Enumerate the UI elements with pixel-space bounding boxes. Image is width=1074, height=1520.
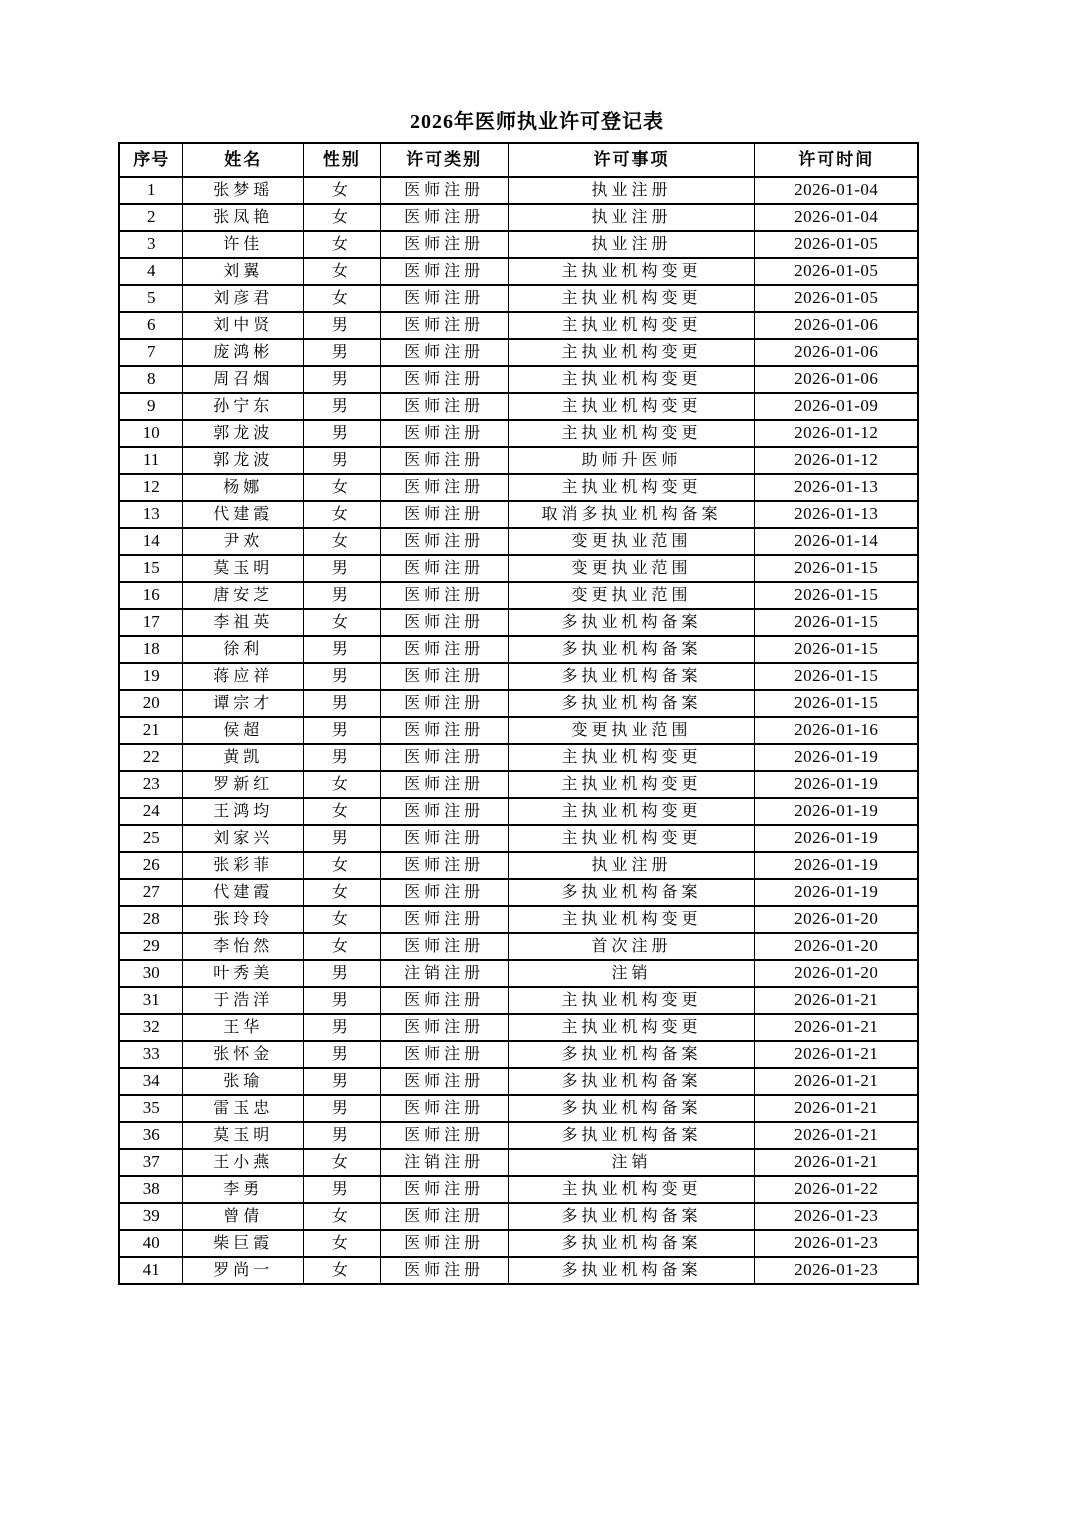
cell-gender: 男: [304, 1068, 381, 1095]
cell-no: 38: [119, 1176, 183, 1203]
header-name: 姓名: [183, 143, 304, 177]
cell-license-item: 执业注册: [508, 852, 755, 879]
cell-gender: 男: [304, 717, 381, 744]
cell-license-category: 医师注册: [380, 393, 508, 420]
table-header: [119, 143, 918, 177]
cell-no: 10: [119, 420, 183, 447]
cell-license-item: 变更执业范围: [508, 717, 755, 744]
cell-license-date: 2026-01-15: [755, 636, 918, 663]
cell-license-date: 2026-01-09: [755, 393, 918, 420]
cell-license-category: 医师注册: [380, 339, 508, 366]
table-row: [119, 366, 918, 393]
header-license-date: 许可时间: [755, 143, 918, 177]
cell-license-date: 2026-01-15: [755, 690, 918, 717]
cell-no: 7: [119, 339, 183, 366]
table-row: [119, 285, 918, 312]
cell-license-category: 医师注册: [380, 852, 508, 879]
table-row: [119, 879, 918, 906]
cell-license-date: 2026-01-13: [755, 501, 918, 528]
cell-license-category: 医师注册: [380, 690, 508, 717]
cell-license-item: 变更执业范围: [508, 528, 755, 555]
cell-gender: 女: [304, 609, 381, 636]
cell-license-date: 2026-01-06: [755, 312, 918, 339]
cell-license-category: 医师注册: [380, 1041, 508, 1068]
page-title: 2026年医师执业许可登记表: [410, 111, 664, 133]
cell-gender: 女: [304, 1149, 381, 1176]
cell-license-item: 主执业机构变更: [508, 798, 755, 825]
cell-license-date: 2026-01-05: [755, 231, 918, 258]
cell-no: 33: [119, 1041, 183, 1068]
cell-gender: 男: [304, 1014, 381, 1041]
cell-license-category: 注销注册: [380, 960, 508, 987]
cell-name: 代建霞: [183, 879, 304, 906]
cell-name: 雷玉忠: [183, 1095, 304, 1122]
cell-license-category: 医师注册: [380, 879, 508, 906]
cell-gender: 男: [304, 690, 381, 717]
cell-license-item: 变更执业范围: [508, 582, 755, 609]
cell-no: 36: [119, 1122, 183, 1149]
cell-license-item: 主执业机构变更: [508, 1176, 755, 1203]
table-row: [119, 1095, 918, 1122]
cell-license-date: 2026-01-04: [755, 204, 918, 231]
cell-name: 张瑜: [183, 1068, 304, 1095]
cell-license-date: 2026-01-15: [755, 609, 918, 636]
cell-name: 周召烟: [183, 366, 304, 393]
cell-license-category: 医师注册: [380, 663, 508, 690]
cell-license-category: 医师注册: [380, 1122, 508, 1149]
cell-name: 黄凯: [183, 744, 304, 771]
cell-name: 莫玉明: [183, 1122, 304, 1149]
cell-name: 代建霞: [183, 501, 304, 528]
cell-gender: 女: [304, 879, 381, 906]
cell-gender: 女: [304, 231, 381, 258]
cell-gender: 女: [304, 906, 381, 933]
cell-gender: 男: [304, 1041, 381, 1068]
cell-license-item: 主执业机构变更: [508, 393, 755, 420]
header-no: 序号: [119, 143, 183, 177]
cell-license-category: 医师注册: [380, 528, 508, 555]
cell-name: 王华: [183, 1014, 304, 1041]
cell-name: 杨娜: [183, 474, 304, 501]
cell-gender: 女: [304, 933, 381, 960]
table-row: [119, 582, 918, 609]
cell-no: 41: [119, 1257, 183, 1284]
cell-gender: 男: [304, 393, 381, 420]
cell-license-category: 医师注册: [380, 1068, 508, 1095]
cell-gender: 女: [304, 177, 381, 204]
cell-no: 37: [119, 1149, 183, 1176]
cell-gender: 女: [304, 852, 381, 879]
cell-license-item: 主执业机构变更: [508, 987, 755, 1014]
cell-license-item: 执业注册: [508, 231, 755, 258]
cell-name: 王小燕: [183, 1149, 304, 1176]
cell-gender: 男: [304, 1176, 381, 1203]
table-row: [119, 1068, 918, 1095]
cell-license-category: 医师注册: [380, 1176, 508, 1203]
cell-name: 李勇: [183, 1176, 304, 1203]
cell-license-item: 多执业机构备案: [508, 636, 755, 663]
cell-license-date: 2026-01-23: [755, 1203, 918, 1230]
cell-no: 9: [119, 393, 183, 420]
cell-no: 19: [119, 663, 183, 690]
cell-license-date: 2026-01-23: [755, 1230, 918, 1257]
cell-gender: 女: [304, 204, 381, 231]
cell-license-date: 2026-01-19: [755, 744, 918, 771]
cell-no: 15: [119, 555, 183, 582]
cell-gender: 男: [304, 339, 381, 366]
cell-license-item: 执业注册: [508, 204, 755, 231]
table-row: [119, 555, 918, 582]
cell-license-item: 主执业机构变更: [508, 420, 755, 447]
cell-license-item: 主执业机构变更: [508, 285, 755, 312]
cell-license-category: 注销注册: [380, 1149, 508, 1176]
cell-license-item: 取消多执业机构备案: [508, 501, 755, 528]
cell-no: 26: [119, 852, 183, 879]
cell-name: 张玲玲: [183, 906, 304, 933]
cell-license-date: 2026-01-20: [755, 906, 918, 933]
cell-license-category: 医师注册: [380, 744, 508, 771]
cell-name: 蒋应祥: [183, 663, 304, 690]
cell-no: 18: [119, 636, 183, 663]
cell-license-date: 2026-01-05: [755, 258, 918, 285]
cell-license-category: 医师注册: [380, 1095, 508, 1122]
table-row: [119, 1149, 918, 1176]
cell-gender: 男: [304, 825, 381, 852]
cell-license-item: 多执业机构备案: [508, 690, 755, 717]
cell-name: 李祖英: [183, 609, 304, 636]
cell-name: 罗尚一: [183, 1257, 304, 1284]
cell-license-category: 医师注册: [380, 933, 508, 960]
cell-license-category: 医师注册: [380, 906, 508, 933]
cell-license-item: 主执业机构变更: [508, 366, 755, 393]
cell-no: 24: [119, 798, 183, 825]
cell-license-item: 多执业机构备案: [508, 1122, 755, 1149]
cell-gender: 男: [304, 960, 381, 987]
table-row: [119, 1041, 918, 1068]
cell-license-date: 2026-01-21: [755, 1149, 918, 1176]
cell-no: 3: [119, 231, 183, 258]
cell-no: 4: [119, 258, 183, 285]
cell-license-date: 2026-01-12: [755, 420, 918, 447]
cell-name: 刘中贤: [183, 312, 304, 339]
cell-license-date: 2026-01-21: [755, 1095, 918, 1122]
cell-license-date: 2026-01-21: [755, 1014, 918, 1041]
cell-name: 刘翼: [183, 258, 304, 285]
cell-gender: 男: [304, 1095, 381, 1122]
cell-license-item: 多执业机构备案: [508, 1203, 755, 1230]
table-row: [119, 906, 918, 933]
cell-no: 2: [119, 204, 183, 231]
cell-no: 40: [119, 1230, 183, 1257]
cell-gender: 男: [304, 987, 381, 1014]
cell-license-item: 多执业机构备案: [508, 1095, 755, 1122]
cell-name: 柴巨霞: [183, 1230, 304, 1257]
cell-license-category: 医师注册: [380, 1257, 508, 1284]
cell-name: 孙宁东: [183, 393, 304, 420]
cell-no: 27: [119, 879, 183, 906]
cell-license-date: 2026-01-19: [755, 771, 918, 798]
cell-no: 8: [119, 366, 183, 393]
table-row: [119, 474, 918, 501]
cell-gender: 女: [304, 474, 381, 501]
cell-name: 曾倩: [183, 1203, 304, 1230]
cell-license-item: 主执业机构变更: [508, 825, 755, 852]
table-row: [119, 690, 918, 717]
cell-name: 郭龙波: [183, 447, 304, 474]
cell-no: 17: [119, 609, 183, 636]
cell-no: 12: [119, 474, 183, 501]
table-row: [119, 1230, 918, 1257]
cell-gender: 女: [304, 1203, 381, 1230]
license-registration-table: [118, 142, 919, 1285]
cell-license-date: 2026-01-21: [755, 1068, 918, 1095]
cell-license-item: 主执业机构变更: [508, 339, 755, 366]
cell-name: 庞鸿彬: [183, 339, 304, 366]
cell-license-date: 2026-01-19: [755, 879, 918, 906]
cell-gender: 男: [304, 1122, 381, 1149]
cell-license-category: 医师注册: [380, 825, 508, 852]
table-row: [119, 663, 918, 690]
cell-license-category: 医师注册: [380, 798, 508, 825]
cell-license-category: 医师注册: [380, 636, 508, 663]
cell-no: 22: [119, 744, 183, 771]
cell-gender: 女: [304, 798, 381, 825]
cell-no: 11: [119, 447, 183, 474]
cell-license-category: 医师注册: [380, 177, 508, 204]
cell-gender: 女: [304, 285, 381, 312]
cell-no: 13: [119, 501, 183, 528]
cell-no: 28: [119, 906, 183, 933]
table-row: [119, 231, 918, 258]
cell-license-date: 2026-01-21: [755, 987, 918, 1014]
cell-gender: 男: [304, 663, 381, 690]
cell-name: 刘彦君: [183, 285, 304, 312]
table-row: [119, 420, 918, 447]
cell-license-item: 主执业机构变更: [508, 474, 755, 501]
cell-name: 莫玉明: [183, 555, 304, 582]
cell-gender: 女: [304, 258, 381, 285]
cell-no: 23: [119, 771, 183, 798]
cell-name: 张梦瑶: [183, 177, 304, 204]
cell-license-item: 主执业机构变更: [508, 744, 755, 771]
cell-license-item: 主执业机构变更: [508, 906, 755, 933]
table-row: [119, 204, 918, 231]
table-row: [119, 258, 918, 285]
cell-license-item: 多执业机构备案: [508, 1230, 755, 1257]
cell-license-date: 2026-01-13: [755, 474, 918, 501]
table-row: [119, 960, 918, 987]
cell-gender: 男: [304, 582, 381, 609]
cell-license-date: 2026-01-16: [755, 717, 918, 744]
cell-license-date: 2026-01-21: [755, 1041, 918, 1068]
cell-name: 于浩洋: [183, 987, 304, 1014]
table-row: [119, 501, 918, 528]
cell-license-item: 助师升医师: [508, 447, 755, 474]
cell-no: 39: [119, 1203, 183, 1230]
cell-license-category: 医师注册: [380, 258, 508, 285]
table-row: [119, 1122, 918, 1149]
cell-no: 6: [119, 312, 183, 339]
table-row: [119, 717, 918, 744]
table-row: [119, 771, 918, 798]
cell-license-date: 2026-01-06: [755, 366, 918, 393]
cell-license-date: 2026-01-20: [755, 960, 918, 987]
cell-name: 王鸿均: [183, 798, 304, 825]
cell-license-item: 多执业机构备案: [508, 1068, 755, 1095]
table-row: [119, 744, 918, 771]
table-row: [119, 1257, 918, 1284]
cell-license-item: 注销: [508, 960, 755, 987]
cell-gender: 男: [304, 420, 381, 447]
cell-gender: 男: [304, 447, 381, 474]
cell-license-category: 医师注册: [380, 312, 508, 339]
cell-no: 32: [119, 1014, 183, 1041]
cell-name: 唐安芝: [183, 582, 304, 609]
cell-license-category: 医师注册: [380, 609, 508, 636]
header-license-item: 许可事项: [508, 143, 755, 177]
cell-no: 16: [119, 582, 183, 609]
cell-name: 罗新红: [183, 771, 304, 798]
header-license-category: 许可类别: [380, 143, 508, 177]
cell-gender: 女: [304, 528, 381, 555]
cell-name: 郭龙波: [183, 420, 304, 447]
cell-license-category: 医师注册: [380, 582, 508, 609]
cell-license-item: 多执业机构备案: [508, 1257, 755, 1284]
cell-gender: 女: [304, 1230, 381, 1257]
cell-license-item: 主执业机构变更: [508, 258, 755, 285]
cell-license-category: 医师注册: [380, 366, 508, 393]
table-row: [119, 447, 918, 474]
cell-license-category: 医师注册: [380, 204, 508, 231]
table-row: [119, 987, 918, 1014]
cell-license-date: 2026-01-15: [755, 555, 918, 582]
cell-license-item: 变更执业范围: [508, 555, 755, 582]
cell-gender: 男: [304, 744, 381, 771]
cell-name: 尹欢: [183, 528, 304, 555]
cell-no: 30: [119, 960, 183, 987]
table-row: [119, 798, 918, 825]
cell-license-category: 医师注册: [380, 420, 508, 447]
cell-name: 徐利: [183, 636, 304, 663]
cell-name: 叶秀美: [183, 960, 304, 987]
cell-license-date: 2026-01-15: [755, 663, 918, 690]
cell-no: 20: [119, 690, 183, 717]
cell-no: 29: [119, 933, 183, 960]
cell-gender: 女: [304, 1257, 381, 1284]
table-row: [119, 1014, 918, 1041]
cell-license-date: 2026-01-19: [755, 798, 918, 825]
cell-license-item: 多执业机构备案: [508, 663, 755, 690]
table-row: [119, 312, 918, 339]
table-row: [119, 609, 918, 636]
cell-license-category: 医师注册: [380, 987, 508, 1014]
cell-no: 31: [119, 987, 183, 1014]
cell-license-item: 首次注册: [508, 933, 755, 960]
cell-license-date: 2026-01-04: [755, 177, 918, 204]
cell-license-category: 医师注册: [380, 717, 508, 744]
table-row: [119, 528, 918, 555]
cell-no: 25: [119, 825, 183, 852]
cell-license-item: 注销: [508, 1149, 755, 1176]
table-row: [119, 1203, 918, 1230]
cell-license-item: 多执业机构备案: [508, 879, 755, 906]
cell-no: 35: [119, 1095, 183, 1122]
cell-name: 谭宗才: [183, 690, 304, 717]
cell-gender: 女: [304, 771, 381, 798]
cell-license-date: 2026-01-19: [755, 825, 918, 852]
cell-license-category: 医师注册: [380, 555, 508, 582]
cell-license-category: 医师注册: [380, 474, 508, 501]
cell-license-item: 多执业机构备案: [508, 609, 755, 636]
cell-license-date: 2026-01-23: [755, 1257, 918, 1284]
cell-license-category: 医师注册: [380, 285, 508, 312]
table-row: [119, 177, 918, 204]
cell-license-date: 2026-01-15: [755, 582, 918, 609]
cell-license-item: 主执业机构变更: [508, 771, 755, 798]
cell-license-item: 执业注册: [508, 177, 755, 204]
cell-license-category: 医师注册: [380, 501, 508, 528]
cell-no: 34: [119, 1068, 183, 1095]
cell-gender: 女: [304, 501, 381, 528]
table-row: [119, 339, 918, 366]
cell-license-category: 医师注册: [380, 231, 508, 258]
table-row: [119, 825, 918, 852]
cell-license-date: 2026-01-14: [755, 528, 918, 555]
cell-no: 21: [119, 717, 183, 744]
cell-no: 1: [119, 177, 183, 204]
cell-license-item: 主执业机构变更: [508, 312, 755, 339]
cell-license-category: 医师注册: [380, 1230, 508, 1257]
cell-gender: 男: [304, 636, 381, 663]
cell-license-date: 2026-01-12: [755, 447, 918, 474]
cell-license-item: 多执业机构备案: [508, 1041, 755, 1068]
table-body: [119, 177, 918, 1284]
cell-name: 刘家兴: [183, 825, 304, 852]
cell-license-date: 2026-01-05: [755, 285, 918, 312]
cell-license-date: 2026-01-21: [755, 1122, 918, 1149]
table-row: [119, 1176, 918, 1203]
cell-license-category: 医师注册: [380, 1014, 508, 1041]
table-row: [119, 636, 918, 663]
table-row: [119, 852, 918, 879]
header-row: [119, 143, 918, 177]
cell-license-date: 2026-01-06: [755, 339, 918, 366]
table-row: [119, 393, 918, 420]
cell-gender: 男: [304, 366, 381, 393]
cell-license-item: 主执业机构变更: [508, 1014, 755, 1041]
cell-license-category: 医师注册: [380, 771, 508, 798]
cell-name: 张凤艳: [183, 204, 304, 231]
cell-name: 张彩菲: [183, 852, 304, 879]
cell-license-category: 医师注册: [380, 1203, 508, 1230]
table-row: [119, 933, 918, 960]
cell-license-category: 医师注册: [380, 447, 508, 474]
cell-gender: 男: [304, 555, 381, 582]
cell-license-date: 2026-01-19: [755, 852, 918, 879]
cell-name: 许佳: [183, 231, 304, 258]
cell-name: 李怡然: [183, 933, 304, 960]
cell-name: 侯超: [183, 717, 304, 744]
cell-no: 5: [119, 285, 183, 312]
header-gender: 性别: [304, 143, 381, 177]
cell-name: 张怀金: [183, 1041, 304, 1068]
cell-license-date: 2026-01-20: [755, 933, 918, 960]
cell-license-date: 2026-01-22: [755, 1176, 918, 1203]
cell-no: 14: [119, 528, 183, 555]
cell-gender: 男: [304, 312, 381, 339]
